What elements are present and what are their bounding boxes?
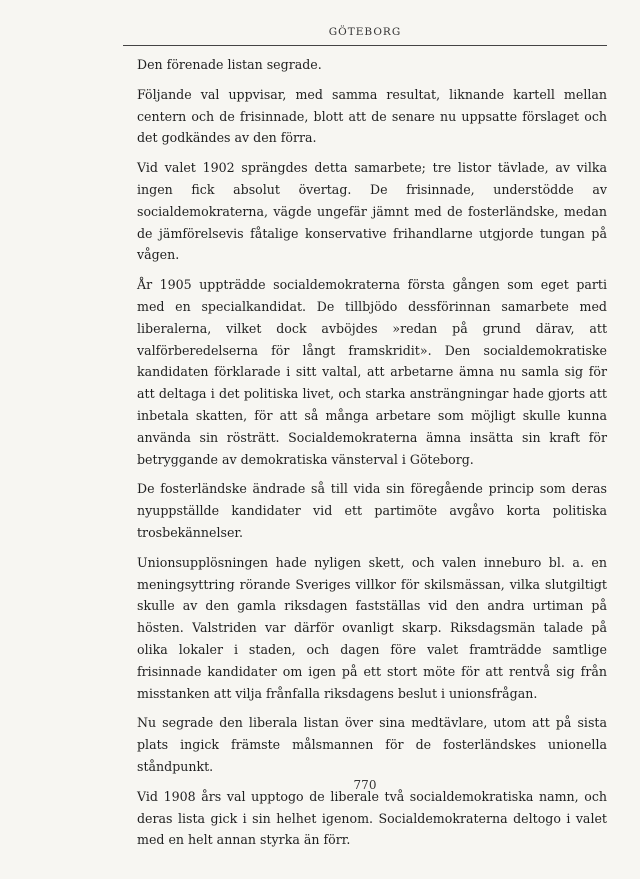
page-number: 770: [353, 778, 377, 792]
paragraph-8: Vid 1908 års val upptogo de liberale två socialdemokratiska namn, och deras lista gick i sin helhet igenom. Socialdemokraterna deltogo i valet med en helt annan styrka än förr.: [137, 788, 607, 848]
running-header: GÖTEBORG: [328, 26, 402, 38]
paragraph-4: År 1905 uppträdde socialdemokraterna första gången som eget parti med en specialkandidat. De tillbjödo dessförinnan samarbete med liberalerna, vilket dock avböjdes »redan på grund därav, att valförberedelserna för långt framskridit». Den socialdemokratiske kandidaten förklarade i sitt valtal, att arbetarne ämna nu samla sig för att deltaga i det politiska livet, och starka ansträngningar hade gjorts att inbetala skatten, för att så många arbetare som möjligt skulle kunna använda sin rösträtt. Socialdemokraterna ämna insätta sin kraft för betryggande av demokratiska vänsterval i Göteborg.: [137, 277, 607, 467]
header-rule: [123, 45, 607, 46]
paragraph-6: Unionsupplösningen hade nyligen skett, och valen inneburo bl. a. en meningsyttring rörande Sveriges villkor för skilsmässan, vilka slutgiltigt skulle av den gamla riksdagen fastställas vid den andra urtiman på hösten. Valstriden var därför ovanligt skarp. Riksdagsmän talade på olika lokaler i staden, och dagen före valet framträdde samtlige frisinnade kandidater om igen på ett stort möte för att rentvå sig från misstanken att vilja frånfalla riksdagens beslut i unionsfrågan.: [137, 554, 607, 701]
page-body: [137, 54, 607, 859]
paragraph-1: Den förenade listan segrade.: [137, 57, 322, 72]
paragraph-7: Nu segrade den liberala listan över sina medtävlare, utom att på sista plats ingick främste målsmannen för de fosterländskes unionella ståndpunkt.: [137, 715, 607, 774]
paragraph-2: Följande val uppvisar, med samma resultat, liknande kartell mellan centern och de frisinnade, blott att de senare nu uppsatte förslaget och det godkändes av den förra.: [137, 86, 607, 146]
paragraph-5: De fosterländske ändrade så till vida sin föregående princip som deras nyuppställde kandidater vid ett partimöte avgåvo korta politiska trosbekännelser.: [137, 481, 607, 540]
paragraph-3: Vid valet 1902 sprängdes detta samarbete; tre listor tävlade, av vilka ingen fick absolut övertag. De frisinnade, understödde av socialdemokraterna, vägde ungefär jämnt med de fosterländske, medan de jämförelsevis fåtalige konservative frihandlarne utgjorde tungan på vågen.: [137, 160, 607, 263]
